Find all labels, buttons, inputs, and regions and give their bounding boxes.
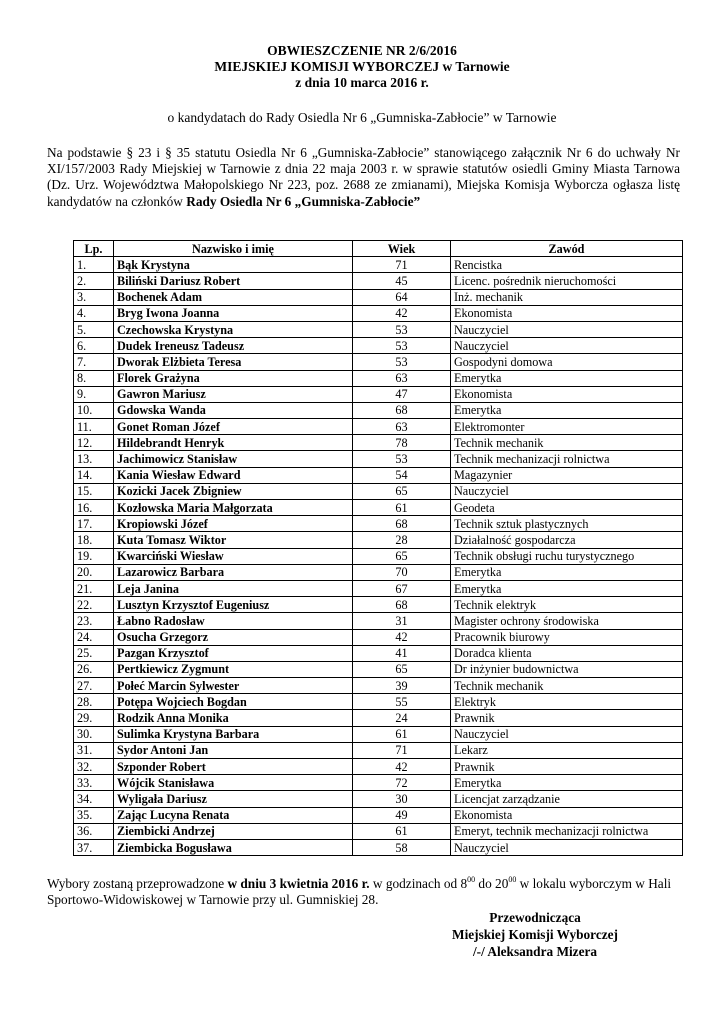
cell-occupation: Emerytka	[451, 564, 683, 580]
table-row	[74, 419, 683, 435]
signature-commission: Miejskiej Komisji Wyborczej	[452, 927, 618, 942]
cell-name: Florek Grażyna	[114, 370, 353, 386]
cell-age: 49	[353, 807, 451, 823]
table-row	[74, 289, 683, 305]
cell-lp: 26.	[74, 661, 114, 677]
col-header-lp: Lp.	[74, 241, 114, 257]
cell-age: 42	[353, 759, 451, 775]
cell-lp: 18.	[74, 532, 114, 548]
election-info	[47, 876, 680, 908]
col-header-name: Nazwisko i imię	[114, 241, 353, 257]
cell-age: 64	[353, 289, 451, 305]
table-row	[74, 629, 683, 645]
cell-occupation: Emerytka	[451, 580, 683, 596]
cell-lp: 8.	[74, 370, 114, 386]
cell-occupation: Elektryk	[451, 694, 683, 710]
cell-name: Lusztyn Krzysztof Eugeniusz	[114, 597, 353, 613]
subtitle: o kandydatach do Rady Osiedla Nr 6 „Gumniska-Zabłocie” w Tarnowie	[167, 110, 557, 125]
table-row	[74, 694, 683, 710]
cell-name: Bąk Krystyna	[114, 257, 353, 273]
candidates-table	[73, 240, 683, 856]
cell-age: 63	[353, 419, 451, 435]
table-row	[74, 483, 683, 499]
cell-name: Potępa Wojciech Bogdan	[114, 694, 353, 710]
cell-occupation: Emerytka	[451, 775, 683, 791]
cell-lp: 29.	[74, 710, 114, 726]
cell-lp: 19.	[74, 548, 114, 564]
table-row	[74, 273, 683, 289]
cell-lp: 32.	[74, 759, 114, 775]
cell-age: 47	[353, 386, 451, 402]
cell-occupation: Technik mechanizacji rolnictwa	[451, 451, 683, 467]
table-row	[74, 775, 683, 791]
cell-name: Rodzik Anna Monika	[114, 710, 353, 726]
cell-occupation: Ekonomista	[451, 386, 683, 402]
cell-lp: 13.	[74, 451, 114, 467]
cell-lp: 30.	[74, 726, 114, 742]
table-row	[74, 597, 683, 613]
cell-age: 45	[353, 273, 451, 289]
cell-lp: 6.	[74, 338, 114, 354]
cell-lp: 20.	[74, 564, 114, 580]
cell-lp: 17.	[74, 516, 114, 532]
table-row	[74, 564, 683, 580]
cell-occupation: Emeryt, technik mechanizacji rolnictwa	[451, 823, 683, 839]
cell-lp: 11.	[74, 419, 114, 435]
cell-name: Wójcik Stanisława	[114, 775, 353, 791]
cell-name: Kuta Tomasz Wiktor	[114, 532, 353, 548]
cell-age: 58	[353, 839, 451, 855]
cell-name: Łabno Radosław	[114, 613, 353, 629]
table-row	[74, 467, 683, 483]
table-row	[74, 500, 683, 516]
cell-occupation: Nauczyciel	[451, 338, 683, 354]
cell-occupation: Nauczyciel	[451, 483, 683, 499]
cell-name: Bochenek Adam	[114, 289, 353, 305]
table-row	[74, 807, 683, 823]
cell-name: Bryg Iwona Joanna	[114, 305, 353, 321]
cell-age: 53	[353, 338, 451, 354]
cell-occupation: Pracownik biurowy	[451, 629, 683, 645]
table-row	[74, 678, 683, 694]
cell-lp: 36.	[74, 823, 114, 839]
cell-occupation: Nauczyciel	[451, 726, 683, 742]
cell-name: Hildebrandt Henryk	[114, 435, 353, 451]
cell-lp: 1.	[74, 257, 114, 273]
cell-occupation: Licenc. pośrednik nieruchomości	[451, 273, 683, 289]
cell-age: 68	[353, 516, 451, 532]
cell-occupation: Prawnik	[451, 759, 683, 775]
cell-lp: 5.	[74, 321, 114, 337]
table-row	[74, 321, 683, 337]
table-row	[74, 791, 683, 807]
cell-age: 28	[353, 532, 451, 548]
table-row	[74, 839, 683, 855]
cell-lp: 24.	[74, 629, 114, 645]
cell-lp: 14.	[74, 467, 114, 483]
cell-name: Kozłowska Maria Małgorzata	[114, 500, 353, 516]
cell-lp: 9.	[74, 386, 114, 402]
cell-age: 61	[353, 500, 451, 516]
intro-text: Na podstawie § 23 i § 35 statutu Osiedla Nr 6 „Gumniska-Zabłocie” stanowiącego załącznik Nr 6 do uchwały Nr XI/157/2003 Rady Miejskiej w Tarnowie z dnia 22 maja 2003 r. w sprawie statutów osiedli Gminy Miasta Tarnowa (Dz. Urz. Województwa Małopolskiego Nr 223, poz. 2688 ze zmianami), Miejska Komisja Wyborcza ogłasza listę kandydatów na członków	[47, 145, 680, 209]
table-row	[74, 338, 683, 354]
cell-age: 61	[353, 726, 451, 742]
announcement-header	[0, 43, 724, 91]
header-title: OBWIESZCZENIE NR 2/6/2016	[267, 43, 457, 58]
election-date: w dniu 3 kwietnia 2016 r.	[227, 876, 370, 891]
col-header-age: Wiek	[353, 241, 451, 257]
cell-occupation: Gospodyni domowa	[451, 354, 683, 370]
table-header-row	[74, 241, 683, 257]
header-commission: MIEJSKIEJ KOMISJI WYBORCZEJ w Tarnowie	[214, 59, 510, 74]
cell-lp: 34.	[74, 791, 114, 807]
cell-occupation: Technik mechanik	[451, 678, 683, 694]
cell-name: Kwarciński Wiesław	[114, 548, 353, 564]
cell-age: 65	[353, 661, 451, 677]
cell-occupation: Nauczyciel	[451, 321, 683, 337]
cell-age: 39	[353, 678, 451, 694]
header-date: z dnia 10 marca 2016 r.	[295, 75, 429, 90]
cell-occupation: Emerytka	[451, 370, 683, 386]
cell-occupation: Technik obsługi ruchu turystycznego	[451, 548, 683, 564]
cell-name: Leja Janina	[114, 580, 353, 596]
cell-name: Sulimka Krystyna Barbara	[114, 726, 353, 742]
cell-name: Gonet Roman Józef	[114, 419, 353, 435]
cell-name: Jachimowicz Stanisław	[114, 451, 353, 467]
cell-name: Zając Lucyna Renata	[114, 807, 353, 823]
cell-name: Ziembicki Andrzej	[114, 823, 353, 839]
table-row	[74, 613, 683, 629]
cell-name: Gawron Mariusz	[114, 386, 353, 402]
cell-occupation: Geodeta	[451, 500, 683, 516]
table-row	[74, 742, 683, 758]
cell-occupation: Dr inżynier budownictwa	[451, 661, 683, 677]
cell-lp: 23.	[74, 613, 114, 629]
cell-age: 67	[353, 580, 451, 596]
cell-occupation: Emerytka	[451, 402, 683, 418]
cell-occupation: Inż. mechanik	[451, 289, 683, 305]
table-row	[74, 354, 683, 370]
table-row	[74, 516, 683, 532]
table-row	[74, 402, 683, 418]
election-text-3: do 20	[475, 876, 509, 891]
cell-lp: 7.	[74, 354, 114, 370]
hour-end-sup: 00	[508, 875, 517, 884]
cell-age: 24	[353, 710, 451, 726]
cell-age: 53	[353, 354, 451, 370]
cell-name: Dudek Ireneusz Tadeusz	[114, 338, 353, 354]
table-row	[74, 370, 683, 386]
intro-paragraph	[47, 145, 680, 210]
cell-occupation: Lekarz	[451, 742, 683, 758]
cell-lp: 33.	[74, 775, 114, 791]
cell-age: 61	[353, 823, 451, 839]
cell-lp: 25.	[74, 645, 114, 661]
intro-bold: Rady Osiedla Nr 6 „Gumniska-Zabłocie”	[186, 193, 421, 209]
cell-age: 78	[353, 435, 451, 451]
cell-occupation: Rencistka	[451, 257, 683, 273]
cell-age: 68	[353, 402, 451, 418]
cell-lp: 10.	[74, 402, 114, 418]
cell-lp: 15.	[74, 483, 114, 499]
cell-occupation: Magazynier	[451, 467, 683, 483]
cell-age: 71	[353, 742, 451, 758]
cell-lp: 28.	[74, 694, 114, 710]
cell-lp: 35.	[74, 807, 114, 823]
hour-start-sup: 00	[467, 875, 476, 884]
cell-age: 53	[353, 451, 451, 467]
table-row	[74, 580, 683, 596]
cell-name: Szponder Robert	[114, 759, 353, 775]
cell-occupation: Magister ochrony środowiska	[451, 613, 683, 629]
cell-age: 31	[353, 613, 451, 629]
cell-occupation: Technik elektryk	[451, 597, 683, 613]
cell-lp: 3.	[74, 289, 114, 305]
cell-lp: 2.	[74, 273, 114, 289]
cell-age: 30	[353, 791, 451, 807]
cell-occupation: Elektromonter	[451, 419, 683, 435]
table-row	[74, 386, 683, 402]
cell-age: 72	[353, 775, 451, 791]
cell-age: 63	[353, 370, 451, 386]
table-row	[74, 435, 683, 451]
election-text-4: w lokalu wyborczym w Hali Sportowo-Widowiskowej w Tarnowie przy ul. Gumniskiej 28.	[47, 876, 672, 908]
cell-occupation: Działalność gospodarcza	[451, 532, 683, 548]
table-body	[74, 257, 683, 856]
cell-age: 41	[353, 645, 451, 661]
cell-age: 65	[353, 483, 451, 499]
table-row	[74, 726, 683, 742]
table-row	[74, 823, 683, 839]
cell-name: Ziembicka Bogusława	[114, 839, 353, 855]
cell-age: 42	[353, 305, 451, 321]
cell-age: 65	[353, 548, 451, 564]
cell-occupation: Doradca klienta	[451, 645, 683, 661]
cell-lp: 22.	[74, 597, 114, 613]
table-row	[74, 710, 683, 726]
cell-name: Kropiowski Józef	[114, 516, 353, 532]
cell-age: 71	[353, 257, 451, 273]
cell-age: 68	[353, 597, 451, 613]
cell-name: Osucha Grzegorz	[114, 629, 353, 645]
cell-lp: 16.	[74, 500, 114, 516]
cell-name: Dworak Elżbieta Teresa	[114, 354, 353, 370]
cell-name: Połeć Marcin Sylwester	[114, 678, 353, 694]
table-row	[74, 548, 683, 564]
cell-occupation: Ekonomista	[451, 807, 683, 823]
cell-age: 42	[353, 629, 451, 645]
cell-occupation: Licencjat zarządzanie	[451, 791, 683, 807]
signature-name: /-/ Aleksandra Mizera	[472, 944, 598, 959]
cell-name: Lazarowicz Barbara	[114, 564, 353, 580]
table-row	[74, 532, 683, 548]
signature-role: Przewodnicząca	[489, 910, 581, 925]
cell-name: Czechowska Krystyna	[114, 321, 353, 337]
cell-name: Wyligała Dariusz	[114, 791, 353, 807]
table-row	[74, 759, 683, 775]
cell-name: Biliński Dariusz Robert	[114, 273, 353, 289]
election-text-1: Wybory zostaną przeprowadzone	[47, 876, 228, 891]
cell-occupation: Technik sztuk plastycznych	[451, 516, 683, 532]
cell-lp: 21.	[74, 580, 114, 596]
cell-name: Kozicki Jacek Zbigniew	[114, 483, 353, 499]
cell-name: Sydor Antoni Jan	[114, 742, 353, 758]
table-row	[74, 661, 683, 677]
cell-name: Gdowska Wanda	[114, 402, 353, 418]
cell-lp: 4.	[74, 305, 114, 321]
table-row	[74, 305, 683, 321]
cell-occupation: Ekonomista	[451, 305, 683, 321]
cell-lp: 27.	[74, 678, 114, 694]
table-row	[74, 257, 683, 273]
table-row	[74, 645, 683, 661]
signature-block	[420, 909, 650, 960]
cell-occupation: Prawnik	[451, 710, 683, 726]
cell-age: 54	[353, 467, 451, 483]
cell-lp: 37.	[74, 839, 114, 855]
cell-lp: 31.	[74, 742, 114, 758]
cell-occupation: Nauczyciel	[451, 839, 683, 855]
cell-age: 70	[353, 564, 451, 580]
cell-name: Pertkiewicz Zygmunt	[114, 661, 353, 677]
cell-name: Kania Wiesław Edward	[114, 467, 353, 483]
cell-occupation: Technik mechanik	[451, 435, 683, 451]
election-text-2: w godzinach od 8	[369, 876, 468, 891]
cell-age: 53	[353, 321, 451, 337]
cell-age: 55	[353, 694, 451, 710]
cell-lp: 12.	[74, 435, 114, 451]
col-header-occupation: Zawód	[451, 241, 683, 257]
table-row	[74, 451, 683, 467]
cell-name: Pazgan Krzysztof	[114, 645, 353, 661]
